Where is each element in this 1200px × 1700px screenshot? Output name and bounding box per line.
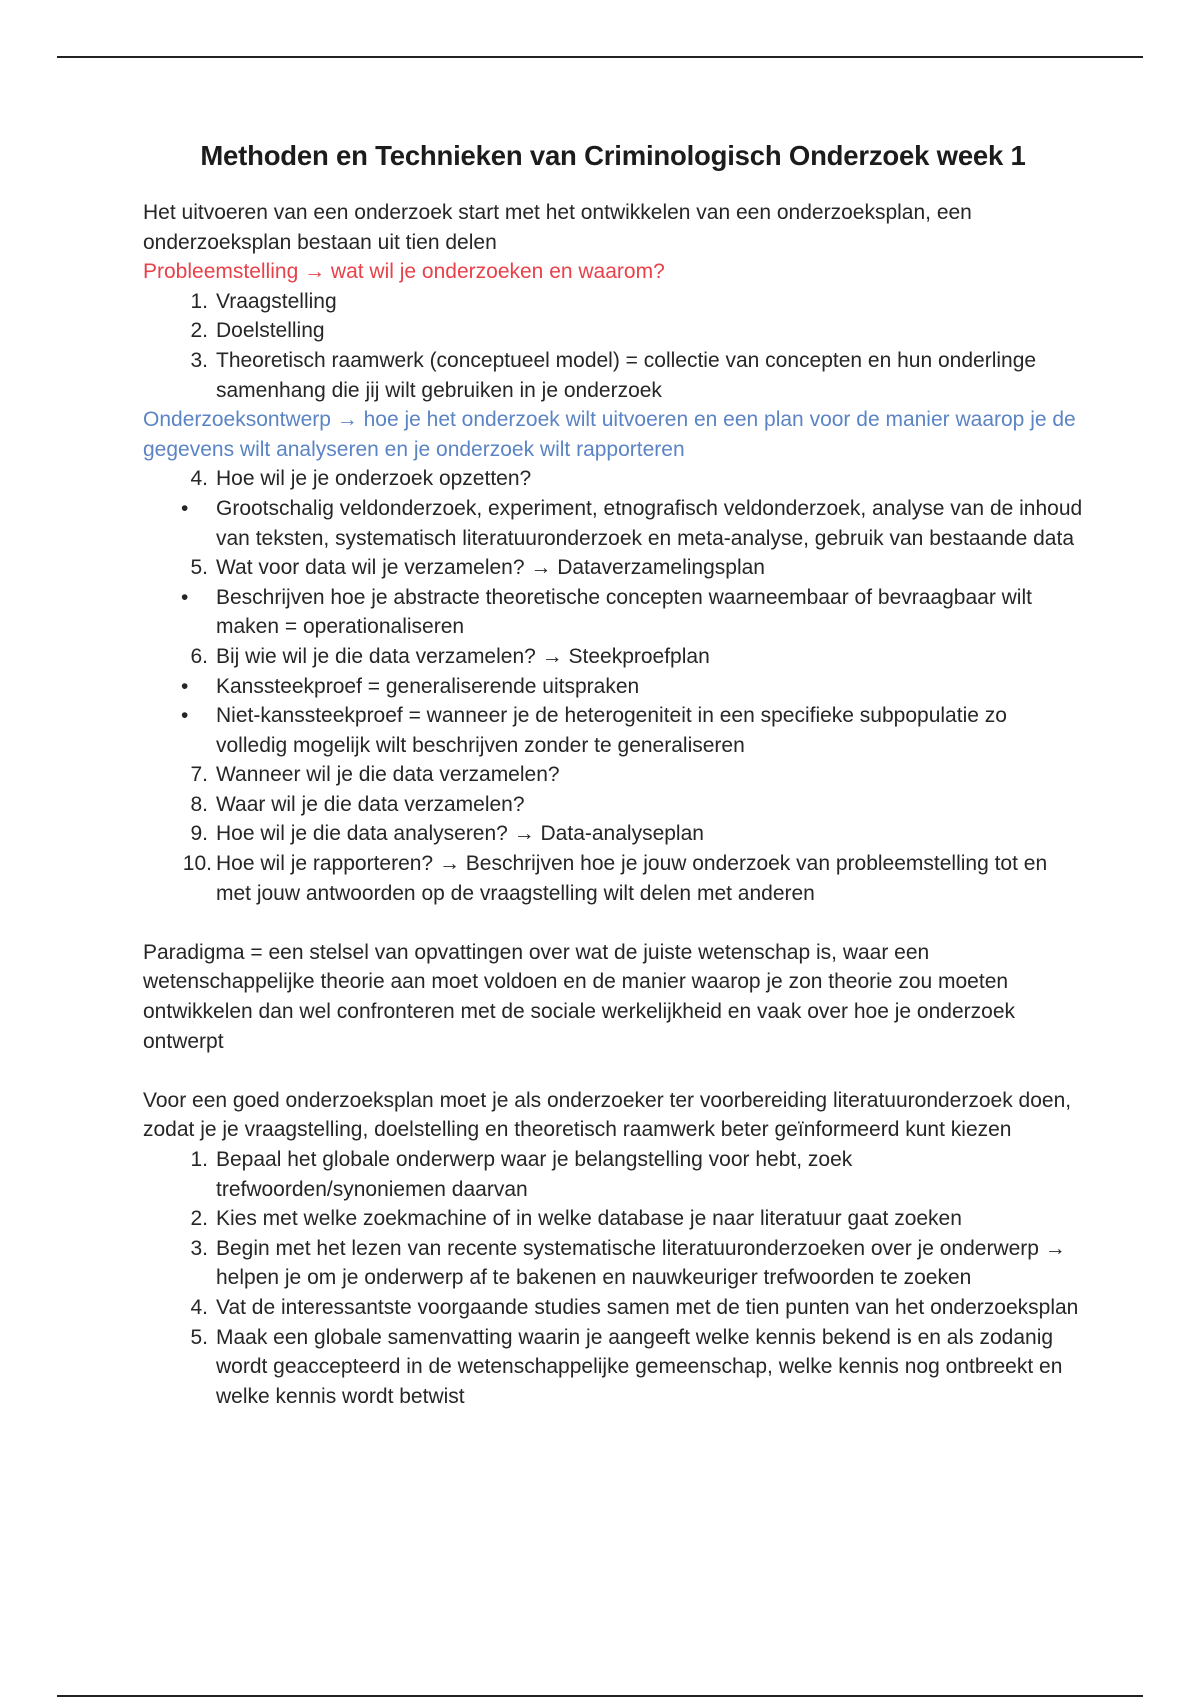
list-item: 5. Wat voor data wil je verzamelen? → Dataverzamelingsplan	[190, 556, 765, 580]
list-item: • Grootschalig veldonderzoek, experiment, etnografisch veldonderzoek, analyse van de inhoud van teksten, systematisch literatuuronderzoek en meta-analyse, gebruik van bestaande data	[181, 496, 1083, 550]
page-title: Methoden en Technieken van Criminologisch Onderzoek week 1	[200, 140, 1026, 171]
list-item: 9. Hoe wil je die data analyseren? → Data-analyseplan	[190, 822, 704, 846]
list-onderzoeksontwerp	[143, 464, 1083, 908]
probleemstelling-heading: Probleemstelling → wat wil je onderzoeken en waarom?	[143, 260, 665, 284]
list-item: 7. Wanneer wil je die data verzamelen?	[190, 763, 560, 787]
list-item: 2. Doelstelling	[190, 319, 325, 343]
list-literatuuronderzoek	[143, 1145, 1083, 1411]
spacer	[143, 908, 1083, 938]
spacer	[143, 1056, 1083, 1086]
intro-paragraph: Het uitvoeren van een onderzoek start met het ontwikkelen van een onderzoeksplan, een onderzoeksplan bestaan uit tien delen	[143, 201, 972, 254]
list-item: 8. Waar wil je die data verzamelen?	[190, 792, 525, 816]
list-item: 4. Vat de interessantste voorgaande studies samen met de tien punten van het onderzoeksplan	[190, 1295, 1079, 1319]
list-item: 5. Maak een globale samenvatting waarin je aangeeft welke kennis bekend is en als zodanig wordt geaccepteerd in de wetenschappelijke gemeenschap, welke kennis nog ontbreekt en welke kennis wordt betwist	[190, 1325, 1063, 1408]
list-item: 4. Hoe wil je je onderzoek opzetten?	[190, 467, 532, 491]
list-item: 10. Hoe wil je rapporteren? → Beschrijven hoe je jouw onderzoek van probleemstelling tot en met jouw antwoorden op de vraagstelling wilt delen met anderen	[182, 852, 1048, 905]
list-item: 2. Kies met welke zoekmachine of in welke database je naar literatuur gaat zoeken	[190, 1207, 962, 1231]
list-item: 1. Bepaal het globale onderwerp waar je belangstelling voor hebt, zoek trefwoorden/synoniemen daarvan	[190, 1148, 853, 1201]
list-item: 3. Begin met het lezen van recente systematische literatuuronderzoeken over je onderwerp → helpen je om je onderwerp af te bakenen en nauwkeuriger trefwoorden te zoeken	[190, 1236, 1066, 1290]
footer-rule	[57, 1695, 1143, 1697]
onderzoeksontwerp-heading: Onderzoeksontwerp → hoe je het onderzoek wilt uitvoeren en een plan voor de manier waarop je de gegevens wilt analyseren en je onderzoek wilt rapporteren	[143, 408, 1076, 461]
list-item: • Beschrijven hoe je abstracte theoretische concepten waarneembaar of bevraagbaar wilt maken = operationaliseren	[181, 585, 1032, 639]
literatuur-paragraph: Voor een goed onderzoeksplan moet je als onderzoeker ter voorbereiding literatuuronderzoek doen, zodat je je vraagstelling, doelstelling en theoretisch raamwerk beter geïnformeerd kunt kiezen	[143, 1088, 1072, 1142]
document-page	[143, 140, 1083, 1411]
list-item: 3. Theoretisch raamwerk (conceptueel model) = collectie van concepten en hun onderlinge samenhang die jij wilt gebruiken in je onderzoek	[190, 348, 1037, 402]
header-rule	[57, 56, 1143, 58]
list-item: • Niet-kanssteekproef = wanneer je de heterogeniteit in een specifieke subpopulatie zo volledig mogelijk wilt beschrijven zonder te generaliseren	[181, 704, 1007, 757]
list-item: 6. Bij wie wil je die data verzamelen? → Steekproefplan	[190, 644, 710, 668]
list-item: 1. Vraagstelling	[190, 289, 337, 313]
paradigma-paragraph: Paradigma = een stelsel van opvattingen over wat de juiste wetenschap is, waar een wetenschappelijke theorie aan moet voldoen en de manier waarop je zon theorie zou moeten ontwikkelen dan wel confronteren met de sociale werkelijkheid en vaak over hoe je onderzoek ontwerpt	[143, 940, 1016, 1053]
list-item: • Kanssteekproef = generaliserende uitspraken	[181, 674, 640, 698]
list-probleemstelling	[143, 287, 1083, 405]
